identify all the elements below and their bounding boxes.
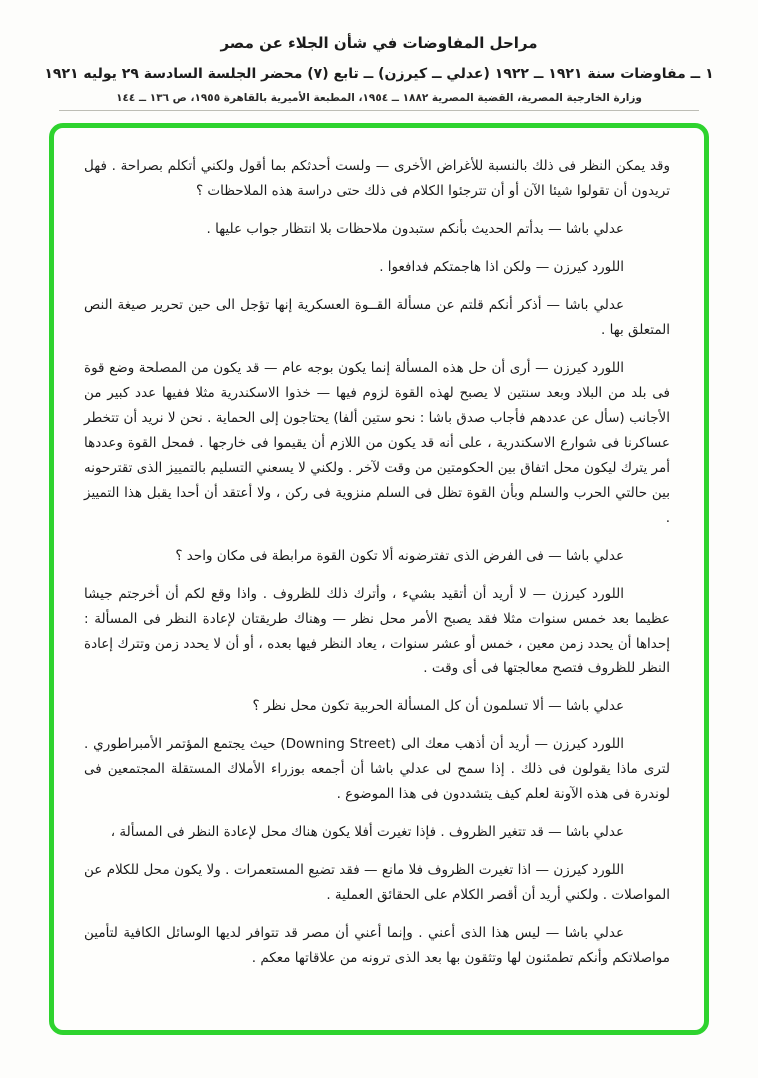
paragraph-9: اللورد كيرزن — أريد أن أذهب معك الى (Downing Street) حيث يجتمع المؤتمر الأمبراطوري . لترى ماذا يقولون فى ذلك . إذا سمح لى عدلي باشا أن أجمعه بوزراء الأملاك المستقلة المجتمعين فى لوندرة فى هذه الآونة لعلم كيف يتشددون فى هذا الموضوع . xyxy=(84,736,670,803)
paragraph-7: اللورد كيرزن — لا أريد أن أتقيد بشيء ، وأترك ذلك للظروف . واذا وقع لكم أن أخرجتم جيشا عظيما بعد خمس سنوات مثلا فقد يصبح الأمر محل نظر — وهناك طريقتان لإعادة النظر فى المسألة : إحداها أن يحدد زمن معين ، خمس أو عشر سنوات ، يعاد النظر فيها بعده ، أو أن لا يحدد زمن وتترك إعادة النظر للظروف فتصح معالجتها فى أى وقت . xyxy=(84,585,670,677)
paragraph-11: اللورد كيرزن — اذا تغيرت الظروف فلا مانع — فقد تضيع المستعمرات . ولا يكون محل للكلام عن المواصلات . ولكني أريد أن أقصر الكلام على الحقائق العملية . xyxy=(84,862,670,904)
paragraph-10: عدلي باشا — قد تتغير الظروف . فإذا تغيرت أفلا يكون هناك محل لإعادة النظر فى المسألة ، xyxy=(110,824,624,841)
paragraph-5: اللورد كيرزن — أرى أن حل هذه المسألة إنما يكون بوجه عام — قد يكون من المصلحة وضع قوة فى بلد من البلاد وبعد سنتين لا يصبح لهذه القوة لزوم فيها — خذوا الاسكندرية مثلا ففيها عدد كبير من الأجانب (سأل عن عددهم فأجاب صدق باشا : نحو ستين ألفا) يحتاجون إلى الحماية . نحن لا نريد أن تتخطر عساكرنا فى شوارع الاسكندرية ، على أنه قد يكون من اللازم أن يقيموا فى خارجها . فمحل القوة وعددها أمر يترك ليكون محل اتفاق بين الحكومتين من وقت لآخر . ولكني لا يسعني التسليم بالتمييز الذى تقترحونه بين حالتي الحرب والسلم وبأن القوة تظل فى السلم منزوية فى ركن ، ولا أعتقد أن أحدا يقبل هذا التمييز . xyxy=(84,359,670,526)
header-divider xyxy=(59,110,699,111)
paragraph-3: اللورد كيرزن — ولكن اذا هاجمتكم فدافعوا . xyxy=(379,258,624,275)
document-subtitle: ١ ــ مفاوضات سنة ١٩٢١ ــ ١٩٢٢ (عدلي ــ كيرزن) ــ تابع (٧) محضر الجلسة السادسة ٢٩ يوليه ١٩٢١ xyxy=(44,66,714,82)
paragraph-4: عدلي باشا — أذكر أنكم قلتم عن مسألة القــوة العسكرية إنها تؤجل الى حين تحرير صيغة النص المتعلق بها . xyxy=(84,296,670,338)
paragraph-12: عدلي باشا — ليس هذا الذى أعني . وإنما أعني أن مصر قد تتوافر لديها الوسائل الكافية لتأمين مواصلاتكم وأنكم تطمئنون لها وتثقون بها بعد الذى ترونه من علاقاتها معكم . xyxy=(84,925,670,967)
source-citation: وزارة الخارجية المصرية، القضية المصرية ١٨٨٢ ــ ١٩٥٤، المطبعة الأميرية بالقاهرة ١٩٥٥، ص ١٣٦ ــ ١٤٤ xyxy=(116,92,642,104)
paragraph-8: عدلي باشا — ألا تسلمون أن كل المسألة الحربية تكون محل نظر ؟ xyxy=(252,698,624,715)
page-title: مراحل المفاوضات في شأن الجلاء عن مصر xyxy=(220,34,538,52)
paragraph-6: عدلي باشا — فى الفرض الذى تفترضونه ألا تكون القوة مرابطة فى مكان واحد ؟ xyxy=(175,547,624,564)
paragraph-1: وقد يمكن النظر فى ذلك بالنسبة للأغراض الأخرى — ولست أحدثكم بما أقول ولكني أتكلم بصراحة . فهل تريدون أن تقولوا شيئا الآن أو أن تترجئوا الكلام فى ذلك حتى دراسة هذه الملاحظات ؟ xyxy=(84,158,670,199)
paragraph-2: عدلي باشا — بدأتم الحديث بأنكم ستبدون ملاحظات بلا انتظار جواب عليها . xyxy=(206,220,624,237)
highlight-frame xyxy=(49,123,709,1035)
document-header xyxy=(0,0,758,111)
